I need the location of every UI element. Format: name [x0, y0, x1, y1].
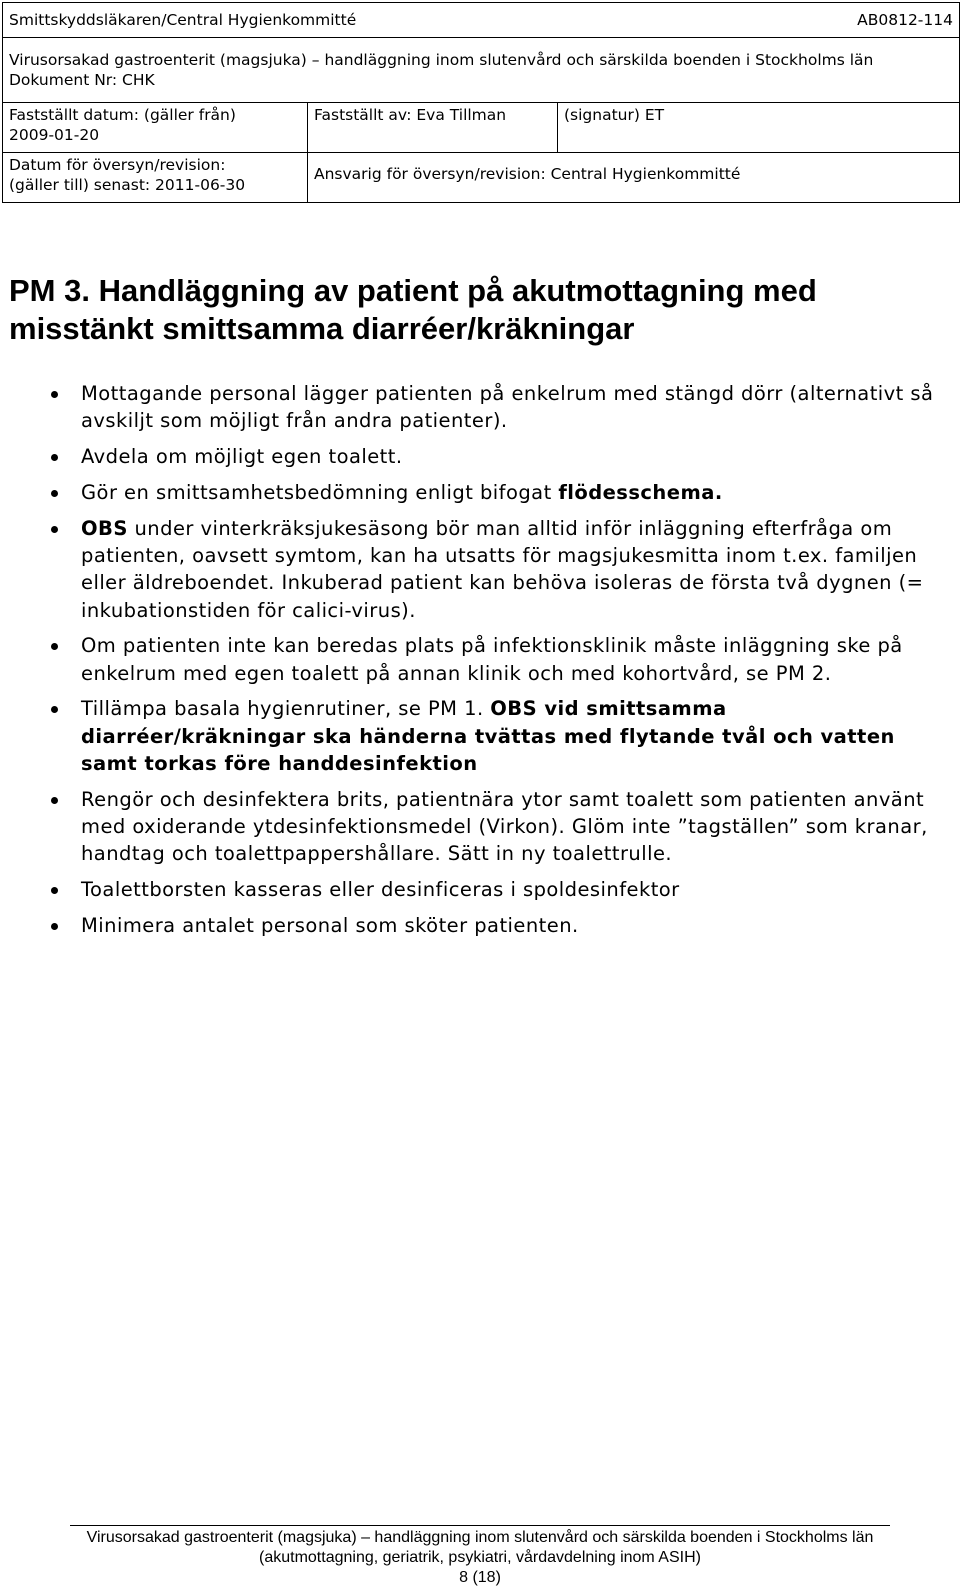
footer-title: Virusorsakad gastroenterit (magsjuka) – handläggning inom slutenvård och särskilda boenden i Stockholms län [86, 1529, 874, 1546]
header-row-org [3, 3, 959, 38]
bullet-icon [51, 526, 58, 533]
list-item-text: Avdela om möjligt egen toalett. [81, 445, 403, 469]
page-title: PM 3. Handläggning av patient på akutmottagning med misstänkt smittsamma diarréer/kräkningar [9, 273, 817, 346]
bullet-icon [51, 490, 58, 497]
bullet-icon [51, 454, 58, 461]
signature: (signatur) ET [564, 106, 665, 124]
review-date: (gäller till) senast: 2011-06-30 [9, 176, 246, 194]
document-number: Dokument Nr: CHK [9, 71, 155, 89]
document-code: AB0812-114 [857, 11, 953, 29]
bullet-icon [51, 391, 58, 398]
footer-divider [70, 1525, 890, 1526]
footer-subtitle: (akutmottagning, geriatrik, psykiatri, vårdavdelning inom ASIH) [259, 1549, 701, 1566]
list-item [0, 380, 960, 435]
list-item-text: Tillämpa basala hygienrutiner, se PM 1. [81, 697, 491, 721]
list-item [0, 876, 960, 903]
bullet-icon [51, 887, 58, 894]
list-item-text: Om patienten inte kan beredas plats på infektionsklinik måste inläggning ske på enkelrum med egen toalett på annan klinik och med kohortvård, se PM 2. [81, 634, 903, 685]
bullet-icon [51, 923, 58, 930]
established-date: 2009-01-20 [9, 126, 100, 144]
bullet-icon [51, 797, 58, 804]
list-item-text: Toalettborsten kasseras eller desinficeras i spoldesinfektor [81, 878, 680, 902]
page-footer [0, 1525, 960, 1588]
instruction-list [0, 380, 960, 948]
list-item [0, 786, 960, 868]
list-item-text: under vinterkräksjukesäsong bör man alltid inför inläggning efterfråga om patienten, oavsett symtom, kan ha utsatts för magsjukesmitta inom t.ex. familjen eller äldreboendet. Inkuberad patient kan behöva isoleras de första två dygnen (= inkubationstiden för calici-virus). [81, 516, 924, 622]
document-title: Virusorsakad gastroenterit (magsjuka) – handläggning inom slutenvård och särskilda boenden i Stockholms län [9, 51, 874, 69]
page-number: 8 (18) [459, 1569, 501, 1586]
review-label: Datum för översyn/revision: [9, 156, 226, 174]
list-item-text: Rengör och desinfektera brits, patientnära ytor samt toalett som patienten använt med oxiderande ytdesinfektionsmedel (Virkon). Glöm inte ”tagställen” som kranar, handtag och toalettpappershållare. Sätt in ny toalettrulle. [81, 787, 928, 866]
established-by: Fastställt av: Eva Tillman [308, 103, 558, 152]
responsible-for-review: Ansvarig för översyn/revision: Central Hygienkommitté [314, 164, 741, 183]
organization-name: Smittskyddsläkaren/Central Hygienkommitté [9, 11, 357, 29]
list-item-text: Gör en smittsamhetsbedömning enligt bifogat [81, 480, 559, 504]
established-cell [3, 103, 308, 152]
bullet-icon [51, 706, 58, 713]
list-item [0, 695, 960, 777]
flowchart-reference: flödesschema. [558, 480, 723, 504]
bullet-icon [51, 643, 58, 650]
document-header-table [2, 2, 960, 203]
header-row-established [3, 103, 959, 153]
list-item [0, 515, 960, 624]
obs-marker: OBS [81, 516, 128, 540]
list-item [0, 479, 960, 506]
header-row-title [3, 38, 959, 103]
established-label: Fastställt datum: (gäller från) [9, 106, 236, 124]
list-item-text: Mottagande personal lägger patienten på enkelrum med stängd dörr (alternativt så avskiljt som möjligt från andra patienter). [81, 382, 934, 433]
hand-washing-warning: OBS vid smittsamma diarréer/kräkningar ska händerna tvättas med flytande tvål och vatten samt torkas före handdesinfektion [81, 697, 895, 776]
list-item [0, 912, 960, 939]
list-item [0, 443, 960, 470]
header-row-review [3, 153, 959, 202]
list-item-text: Minimera antalet personal som sköter patienten. [81, 914, 579, 938]
list-item [0, 632, 960, 687]
review-cell [3, 153, 308, 202]
